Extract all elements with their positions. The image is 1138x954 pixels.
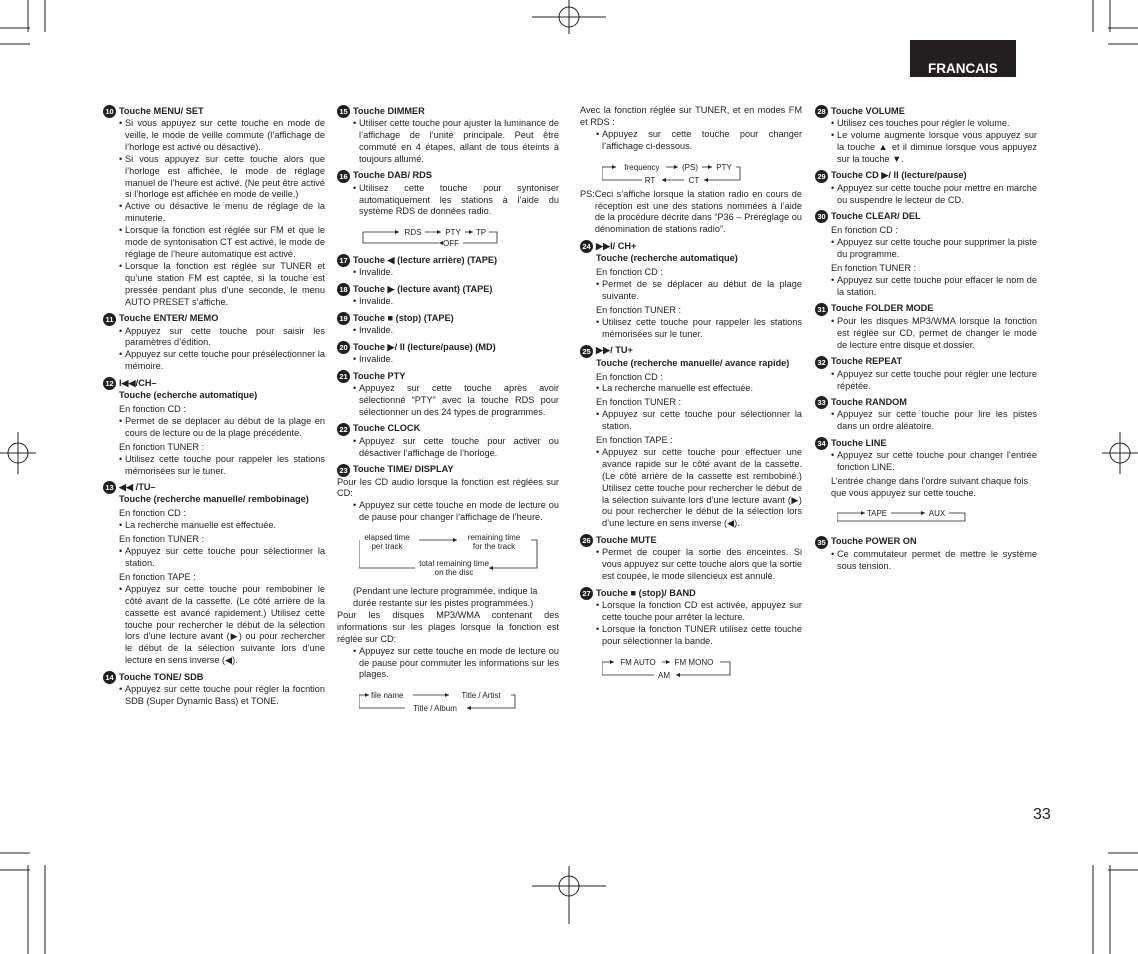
diagram-label: OFF — [443, 239, 459, 249]
bullet-dot: • — [353, 354, 357, 365]
bullet-item — [815, 130, 1037, 166]
bullet-item — [337, 383, 559, 419]
bullet-text: Appuyez sur cette touche en mode de lecture ou de pause pour commuter les informations sur les plages. — [359, 645, 559, 680]
bullet-dot: • — [831, 237, 835, 248]
bullet-text: Appuyez sur cette touche pour effacer le nom de la station. — [837, 275, 1037, 297]
section-heading — [337, 370, 559, 383]
section-heading — [815, 303, 1037, 316]
bullet-dot: • — [353, 267, 357, 278]
paragraph: En fonction TUNER : — [596, 397, 682, 408]
bullet-dot: • — [353, 325, 357, 336]
section-title: Touche ENTER/ MEMO — [119, 313, 219, 324]
bullet-item — [103, 584, 325, 667]
section-title: Touche ■ (stop)/ BAND — [596, 587, 696, 598]
section-title: Touche ▶/ II (lecture/pause) (MD) — [353, 341, 496, 352]
bullet-dot: • — [119, 201, 123, 212]
bullet-dot: • — [831, 129, 835, 140]
section-number-badge: 23 — [337, 464, 350, 477]
bullet-text: Utilisez cette touche pour syntoniser automatiquement les stations à l’aide du système RDS de données radio. — [359, 182, 559, 217]
bullet-item — [103, 201, 325, 225]
flow-arrow — [921, 511, 925, 515]
diagram-freq — [602, 161, 802, 183]
section-heading — [580, 345, 802, 358]
section-heading — [103, 481, 325, 494]
bullet-text: Appuyez sur cette touche pour sélectionner la station. — [602, 409, 802, 432]
bullet-dot: • — [596, 623, 600, 634]
section-heading — [337, 283, 559, 296]
section-number-badge: 20 — [337, 341, 350, 354]
section-heading — [337, 341, 559, 354]
diagram-label: total remaining time — [419, 559, 489, 569]
section-title: Touche TIME/ DISPLAY — [353, 464, 454, 475]
diagram-label: FM AUTO — [620, 657, 656, 667]
bullet-text: Invalide. — [359, 296, 394, 307]
bullet-item — [337, 354, 559, 366]
bullet-text: Appuyez sur cette touche pour régler une lecture répétée. — [837, 368, 1037, 391]
bullet-text: Si vous appuyez sur cette touche alors que l’horloge est affichée, le mode de réglage manuel de l’heure est activé. (Ne peut être activé si l’horloge est affichée en mode de veille.) — [125, 153, 325, 200]
bullet-item — [103, 546, 325, 570]
section-heading — [337, 254, 559, 267]
flow-arrow — [437, 230, 441, 234]
bullet-text: La recherche manuelle est effectuée. — [602, 383, 754, 394]
flow-arrow — [453, 538, 457, 542]
column-4 — [815, 105, 1037, 573]
paragraph: En fonction CD : — [119, 404, 186, 415]
diagram-label: file name — [371, 691, 404, 701]
diagram-time — [359, 532, 559, 580]
bullet-text: Si vous appuyez sur cette touche en mode de veille, le mode de veille commute (l’affichage de l’horloge est activé ou désactivé). — [125, 118, 325, 152]
bullet-dot: • — [596, 128, 600, 139]
bullet-dot: • — [353, 500, 357, 511]
bullet-item — [580, 317, 802, 341]
page-number: 33 — [1033, 806, 1051, 823]
section-number-badge: 29 — [815, 170, 828, 183]
note-paragraph — [580, 189, 802, 237]
bullet-text: Appuyez sur cette touche en mode de lecture ou de pause pour changer l’affichage de l’heure. — [359, 500, 559, 523]
diagram-label: AUX — [928, 508, 946, 518]
section-number-badge: 13 — [103, 481, 116, 494]
bullet-item — [580, 547, 802, 583]
bullet-dot: • — [353, 182, 357, 193]
section-number-badge: 17 — [337, 254, 350, 267]
diagram-rds — [359, 226, 559, 248]
bullet-dot: • — [596, 279, 600, 290]
bullet-text: Appuyez sur cette touche pour supprimer la piste du programme. — [837, 237, 1037, 260]
bullet-text: Utilisez ces touches pour régler le volume. — [837, 118, 1010, 128]
bullet-dot: • — [831, 182, 835, 193]
paragraph: Avec la fonction réglée sur TUNER, et en modes FM et RDS : — [580, 105, 802, 127]
bullet-dot: • — [353, 382, 357, 393]
section-subtitle: Touche (echerche automatique) — [119, 390, 258, 401]
bullet-dot: • — [596, 383, 600, 394]
section-heading — [103, 105, 325, 118]
bullet-text: Appuyez sur cette touche pour effectuer une avance rapide sur le côté avant de la cassette. (Le côté arrière de la cassette est rembobiné.) Utilisez cette touche pour rechercher le début de la sélection suivante lors d’une lecture avant (▶) ou pour rechercher le début de la sélection lors d’une lecture en sens inverse (◀). — [602, 446, 802, 529]
paragraph: En fonction TUNER : — [831, 263, 917, 274]
diagram-label: per track — [371, 542, 403, 552]
bullet-item — [337, 267, 559, 279]
bullet-text: Ce commutateur permet de mettre le système sous tension. — [837, 548, 1037, 571]
section-number-badge: 19 — [337, 312, 350, 325]
bullet-text: Appuyez sur cette touche pour régler la focntion SDB (Super Dynamic Bass) et TONE. — [125, 684, 325, 707]
section-heading — [815, 356, 1037, 369]
bullet-dot: • — [119, 225, 123, 236]
bullet-dot: • — [119, 684, 123, 695]
paragraph: En fonction TUNER : — [596, 304, 682, 315]
section-title: Touche PTY — [353, 370, 406, 381]
note-text: Ceci s’affiche lorsque la station radio en cours de réception est une des stations nommées à l’aide de la procédure décrite dans “P36 – Préréglage ou dénomination de stations radio”. — [594, 188, 802, 235]
section-heading — [337, 312, 559, 325]
bullet-item — [815, 450, 1037, 474]
section-heading — [337, 464, 559, 477]
bullet-item — [103, 326, 325, 350]
bullet-dot: • — [353, 118, 357, 128]
section-title: Touche CLEAR/ DEL — [831, 210, 921, 221]
section-title: Touche CD ▶/ II (lecture/pause) — [831, 170, 967, 181]
section-title: Touche VOLUME — [831, 105, 905, 116]
paragraph: En fonction TAPE : — [119, 571, 196, 582]
flow-arrow — [445, 693, 449, 697]
section-number-badge: 32 — [815, 356, 828, 369]
section-title: Touche FOLDER MODE — [831, 303, 934, 314]
bullet-item — [103, 454, 325, 478]
section-number-badge: 26 — [580, 534, 593, 547]
bullet-text: Utilisez cette touche pour rappeler les stations mémorisées sur le tuner. — [602, 316, 802, 339]
section-number-badge: 25 — [580, 345, 593, 358]
bullet-text: Appuyez sur cette touche pour présélectionner la mémoire. — [125, 349, 325, 372]
bullet-item — [815, 183, 1037, 207]
section-heading — [337, 170, 559, 183]
paragraph: En fonction CD : — [596, 267, 663, 278]
bullet-dot: • — [119, 415, 123, 426]
bullet-text: Le volume augmente lorsque vous appuyez sur la touche ▲ et il diminue lorsque vous appuyez sur la touche ▼. — [837, 129, 1037, 164]
section-number-badge: 22 — [337, 423, 350, 436]
diagram-label: on the disc — [434, 568, 474, 578]
language-tab: FRANCAIS — [910, 40, 1016, 77]
section-heading — [580, 240, 802, 253]
section-number-badge: 33 — [815, 396, 828, 409]
section-number-badge: 30 — [815, 210, 828, 223]
bullet-item — [815, 118, 1037, 130]
section-title: Touche DAB/ RDS — [353, 170, 432, 181]
column-1 — [103, 105, 325, 708]
flow-arrow — [610, 660, 614, 664]
section-title: Touche MENU/ SET — [119, 105, 204, 116]
bullet-dot: • — [596, 547, 600, 558]
diagram-file — [359, 689, 559, 714]
flow-arrow — [365, 693, 369, 697]
section-heading — [815, 437, 1037, 450]
bullet-text: Permet de se déplacer au début de la plage en cours de lecture ou de la plage précédente. — [125, 415, 325, 438]
bullet-dot: • — [353, 645, 357, 656]
section-heading — [815, 210, 1037, 223]
diagram-label: (PS) — [682, 162, 698, 172]
section-title: ▶▶I/ CH+ — [596, 240, 637, 251]
bullet-item — [815, 409, 1037, 433]
section-title: Touche DIMMER — [353, 105, 425, 116]
bullet-item — [103, 416, 325, 440]
diagram-label: FM MONO — [674, 657, 714, 667]
bullet-text: Permet de couper la sortie des enceintes. Si vous appuyez sur cette touche alors que la sortie est coupée, le mode silencieux est annulé. — [602, 547, 802, 582]
bullet-text: Lorsque la fonction TUNER utilisez cette touche pour sélectionner la bande. — [602, 623, 802, 646]
bullet-text: Appuyez sur cette touche pour changer l’affichage ci-dessous. — [602, 128, 802, 151]
section-heading — [815, 396, 1037, 409]
paragraph: Pour les CD audio lorsque la fonction est réglées sur CD: — [337, 476, 559, 499]
bullet-text: Appuyez sur cette touche pour sélectionner la station. — [125, 546, 325, 568]
bullet-text: Appuyez sur cette touche pour rembobiner le côté avant de la cassette. (Le côté arrière de la cassette est avancé rapidement.) Utilisez cette touche pour rechercher le début de la sélection lors d’une lecture avant (▶) ou pour rechercher le début de la sélection suivante lors d’une lecture en sens inverse (◀). — [125, 583, 325, 666]
section-number-badge: 21 — [337, 370, 350, 383]
section-title: Touche CLOCK — [353, 423, 421, 434]
bullet-item — [103, 154, 325, 202]
bullet-dot: • — [119, 520, 123, 531]
bullet-item — [103, 520, 325, 532]
bullet-dot: • — [831, 409, 835, 420]
bullet-item — [337, 118, 559, 166]
bullet-item — [580, 129, 802, 153]
section-title: Touche MUTE — [596, 534, 657, 545]
bullet-item — [337, 436, 559, 460]
section-number-badge: 31 — [815, 303, 828, 316]
bullet-text: Invalide. — [359, 267, 394, 278]
bullet-dot: • — [119, 349, 123, 360]
bullet-dot: • — [831, 368, 835, 379]
flow-arrow — [612, 165, 616, 169]
paragraph: L’entrée change dans l’ordre suivant chaque fois que vous appuyez sur cette touche. — [831, 476, 1029, 498]
bullet-text: Appuyez sur cette touche pour activer ou désactiver l’affichage de l’horloge. — [359, 435, 559, 458]
column-2 — [337, 105, 559, 717]
bullet-item — [580, 447, 802, 530]
diagram-label: Title / Album — [413, 704, 457, 714]
section-heading — [815, 536, 1037, 549]
bullet-item — [337, 646, 559, 682]
section-title: Touche REPEAT — [831, 356, 903, 367]
bullet-text: Appuyez sur cette touche pour lire les pistes dans un ordre aléatoire. — [837, 409, 1037, 432]
diagram-label: TAPE — [866, 508, 888, 518]
note-label: PS: — [580, 188, 595, 199]
bullet-item — [103, 261, 325, 309]
bullet-dot: • — [831, 315, 835, 326]
section-heading — [815, 170, 1037, 183]
bullet-text: Pour les disques MP3/WMA lorsque la fonction est réglée sur CD, permet de changer le mode de lecture entre disque et dossier. — [837, 315, 1037, 350]
bullet-text: Lorsque la fonction est réglée sur FM et que le mode de syntonisation CT est activé, le mode de réglage de l’heure automatique est activé. — [125, 225, 325, 259]
section-title: ◀◀ /TU– — [119, 482, 156, 493]
diagram-label: RDS — [404, 228, 422, 238]
section-number-badge: 11 — [103, 313, 116, 326]
bullet-dot: • — [596, 600, 600, 610]
section-title: Touche RANDOM — [831, 396, 907, 407]
section-number-badge: 35 — [815, 536, 828, 549]
bullet-dot: • — [119, 546, 123, 557]
bullet-item — [580, 383, 802, 395]
section-heading — [815, 105, 1037, 118]
section-number-badge: 24 — [580, 240, 593, 253]
section-heading — [103, 377, 325, 390]
flow-arrow — [666, 660, 670, 664]
diagram-label: CT — [688, 175, 700, 185]
bullet-item — [580, 279, 802, 303]
bullet-item — [580, 624, 802, 648]
diagram-label: AM — [658, 670, 670, 680]
diagram-label: Title / Artist — [461, 691, 501, 701]
section-heading — [103, 313, 325, 326]
bullet-item — [103, 225, 325, 261]
section-title: Touche TONE/ SDB — [119, 671, 204, 682]
bullet-item — [103, 684, 325, 708]
diagram-label: TP — [475, 228, 487, 238]
section-number-badge: 15 — [337, 105, 350, 118]
flow-arrow — [674, 165, 678, 169]
bullet-item — [580, 600, 802, 624]
diagram-label: PTY — [445, 228, 461, 238]
bullet-dot: • — [119, 453, 123, 464]
bullet-item — [337, 325, 559, 337]
paragraph: Pour les disques MP3/WMA contenant des informations sur les plages lorsque la fonction est réglée sur CD: — [337, 609, 559, 644]
bullet-item — [815, 549, 1037, 573]
section-number-badge: 18 — [337, 283, 350, 296]
section-title: I◀◀/CH– — [119, 377, 157, 388]
section-number-badge: 34 — [815, 437, 828, 450]
bullet-text: Invalide. — [359, 354, 394, 365]
section-subtitle: Touche (recherche manuelle/ rembobinage) — [119, 494, 309, 505]
bullet-text: Utilisez cette touche pour rappeler les stations mémorisées sur le tuner. — [125, 453, 325, 476]
section-number-badge: 16 — [337, 170, 350, 183]
bullet-text: Lorsque la fonction CD est activée, appuyez sur cette touche pour arrêter la lecture. — [602, 600, 802, 622]
diagram-label: PTY — [716, 162, 732, 172]
bullet-dot: • — [119, 153, 123, 164]
section-number-badge: 12 — [103, 377, 116, 390]
bullet-dot: • — [119, 325, 123, 336]
paragraph: En fonction TUNER : — [119, 441, 205, 452]
bullet-text: Invalide. — [359, 325, 394, 336]
bullet-item — [580, 409, 802, 433]
section-heading — [580, 587, 802, 600]
section-title: Touche POWER ON — [831, 536, 917, 547]
bullet-dot: • — [831, 118, 835, 128]
bullet-text: Appuyez sur cette touche pour mettre en marche ou suspendre le lecteur de CD. — [837, 182, 1037, 205]
section-number-badge: 28 — [815, 105, 828, 118]
paragraph: En fonction TUNER : — [119, 534, 205, 545]
bullet-dot: • — [353, 296, 357, 307]
paragraph: En fonction CD : — [596, 371, 663, 382]
diagram-label: RT — [644, 175, 656, 185]
bullet-dot: • — [119, 583, 123, 594]
section-heading — [580, 534, 802, 547]
bullet-item — [815, 369, 1037, 393]
bullet-text: Lorsque la fonction est réglée sur TUNER et qu’une station FM est captée, si la touche est pressée pendant plus d’une seconde, le menu AUTO PRESET s’affiche. — [125, 260, 325, 307]
bullet-dot: • — [119, 260, 123, 271]
flow-arrow — [469, 230, 473, 234]
diagram-label: remaining time — [467, 533, 521, 543]
paragraph: (Pendant une lecture programmée, indique la durée restante sur les pistes programmées.) — [353, 586, 538, 609]
diagram-label: for the track — [472, 542, 516, 552]
section-number-badge: 14 — [103, 671, 116, 684]
paragraph: En fonction TAPE : — [596, 435, 673, 446]
bullet-item — [337, 500, 559, 524]
section-number-badge: 27 — [580, 587, 593, 600]
diagram-line — [837, 508, 1037, 530]
bullet-item — [103, 349, 325, 373]
paragraph: En fonction CD : — [119, 508, 186, 519]
diagram-band — [602, 656, 802, 678]
section-heading — [337, 105, 559, 118]
section-title: Touche ▶ (lecture avant) (TAPE) — [353, 283, 493, 294]
bullet-text: Appuyez sur cette touche pour saisir les paramètres d’édition. — [125, 325, 325, 348]
flow-arrow — [708, 165, 712, 169]
bullet-dot: • — [596, 409, 600, 420]
section-heading — [103, 671, 325, 684]
column-3 — [580, 105, 802, 684]
bullet-item — [103, 118, 325, 154]
bullet-item — [815, 275, 1037, 299]
bullet-dot: • — [596, 446, 600, 457]
section-title: Touche ■ (stop) (TAPE) — [353, 312, 454, 323]
bullet-item — [337, 183, 559, 219]
bullet-dot: • — [831, 450, 835, 461]
bullet-dot: • — [831, 548, 835, 559]
diagram-label: elapsed time — [364, 533, 410, 543]
bullet-text: Appuyez sur cette touche après avoir sélectionné “PTY” avec la touche RDS pour sélectionner un des 24 types de programmes. — [359, 382, 559, 417]
bullet-text: Permet de se déplacer au début de la plage suivante. — [602, 279, 802, 301]
section-subtitle: Touche (recherche manuelle/ avance rapide) — [596, 357, 790, 368]
section-title: ▶▶/ TU+ — [596, 345, 633, 356]
bullet-dot: • — [119, 118, 123, 128]
bullet-dot: • — [353, 435, 357, 446]
bullet-dot: • — [596, 316, 600, 327]
paragraph: En fonction CD : — [831, 225, 898, 236]
section-number-badge: 10 — [103, 105, 116, 118]
bullet-item — [815, 316, 1037, 352]
bullet-dot: • — [831, 275, 835, 286]
diagram-label: frequency — [624, 162, 660, 172]
section-title: Touche LINE — [831, 437, 887, 448]
flow-arrow — [861, 511, 865, 515]
bullet-text: Utiliser cette touche pour ajuster la luminance de l’affichage de l’unité principale. Peut être commuté en 4 étapes, allant de tous éteints à toujours allumé. — [359, 118, 559, 164]
section-subtitle: Touche (recherche automatique) — [596, 253, 738, 264]
bullet-text: Appuyez sur cette touche pour changer l’entrée fonction LINE. — [837, 450, 1037, 473]
section-title: Touche ◀ (lecture arrière) (TAPE) — [353, 254, 498, 265]
bullet-text: Active ou désactive le menu de réglage de la minuterie. — [125, 201, 325, 224]
flow-arrow — [395, 230, 399, 234]
bullet-text: La recherche manuelle est effectuée. — [125, 520, 277, 531]
bullet-item — [815, 237, 1037, 261]
section-heading — [337, 423, 559, 436]
bullet-item — [337, 296, 559, 308]
